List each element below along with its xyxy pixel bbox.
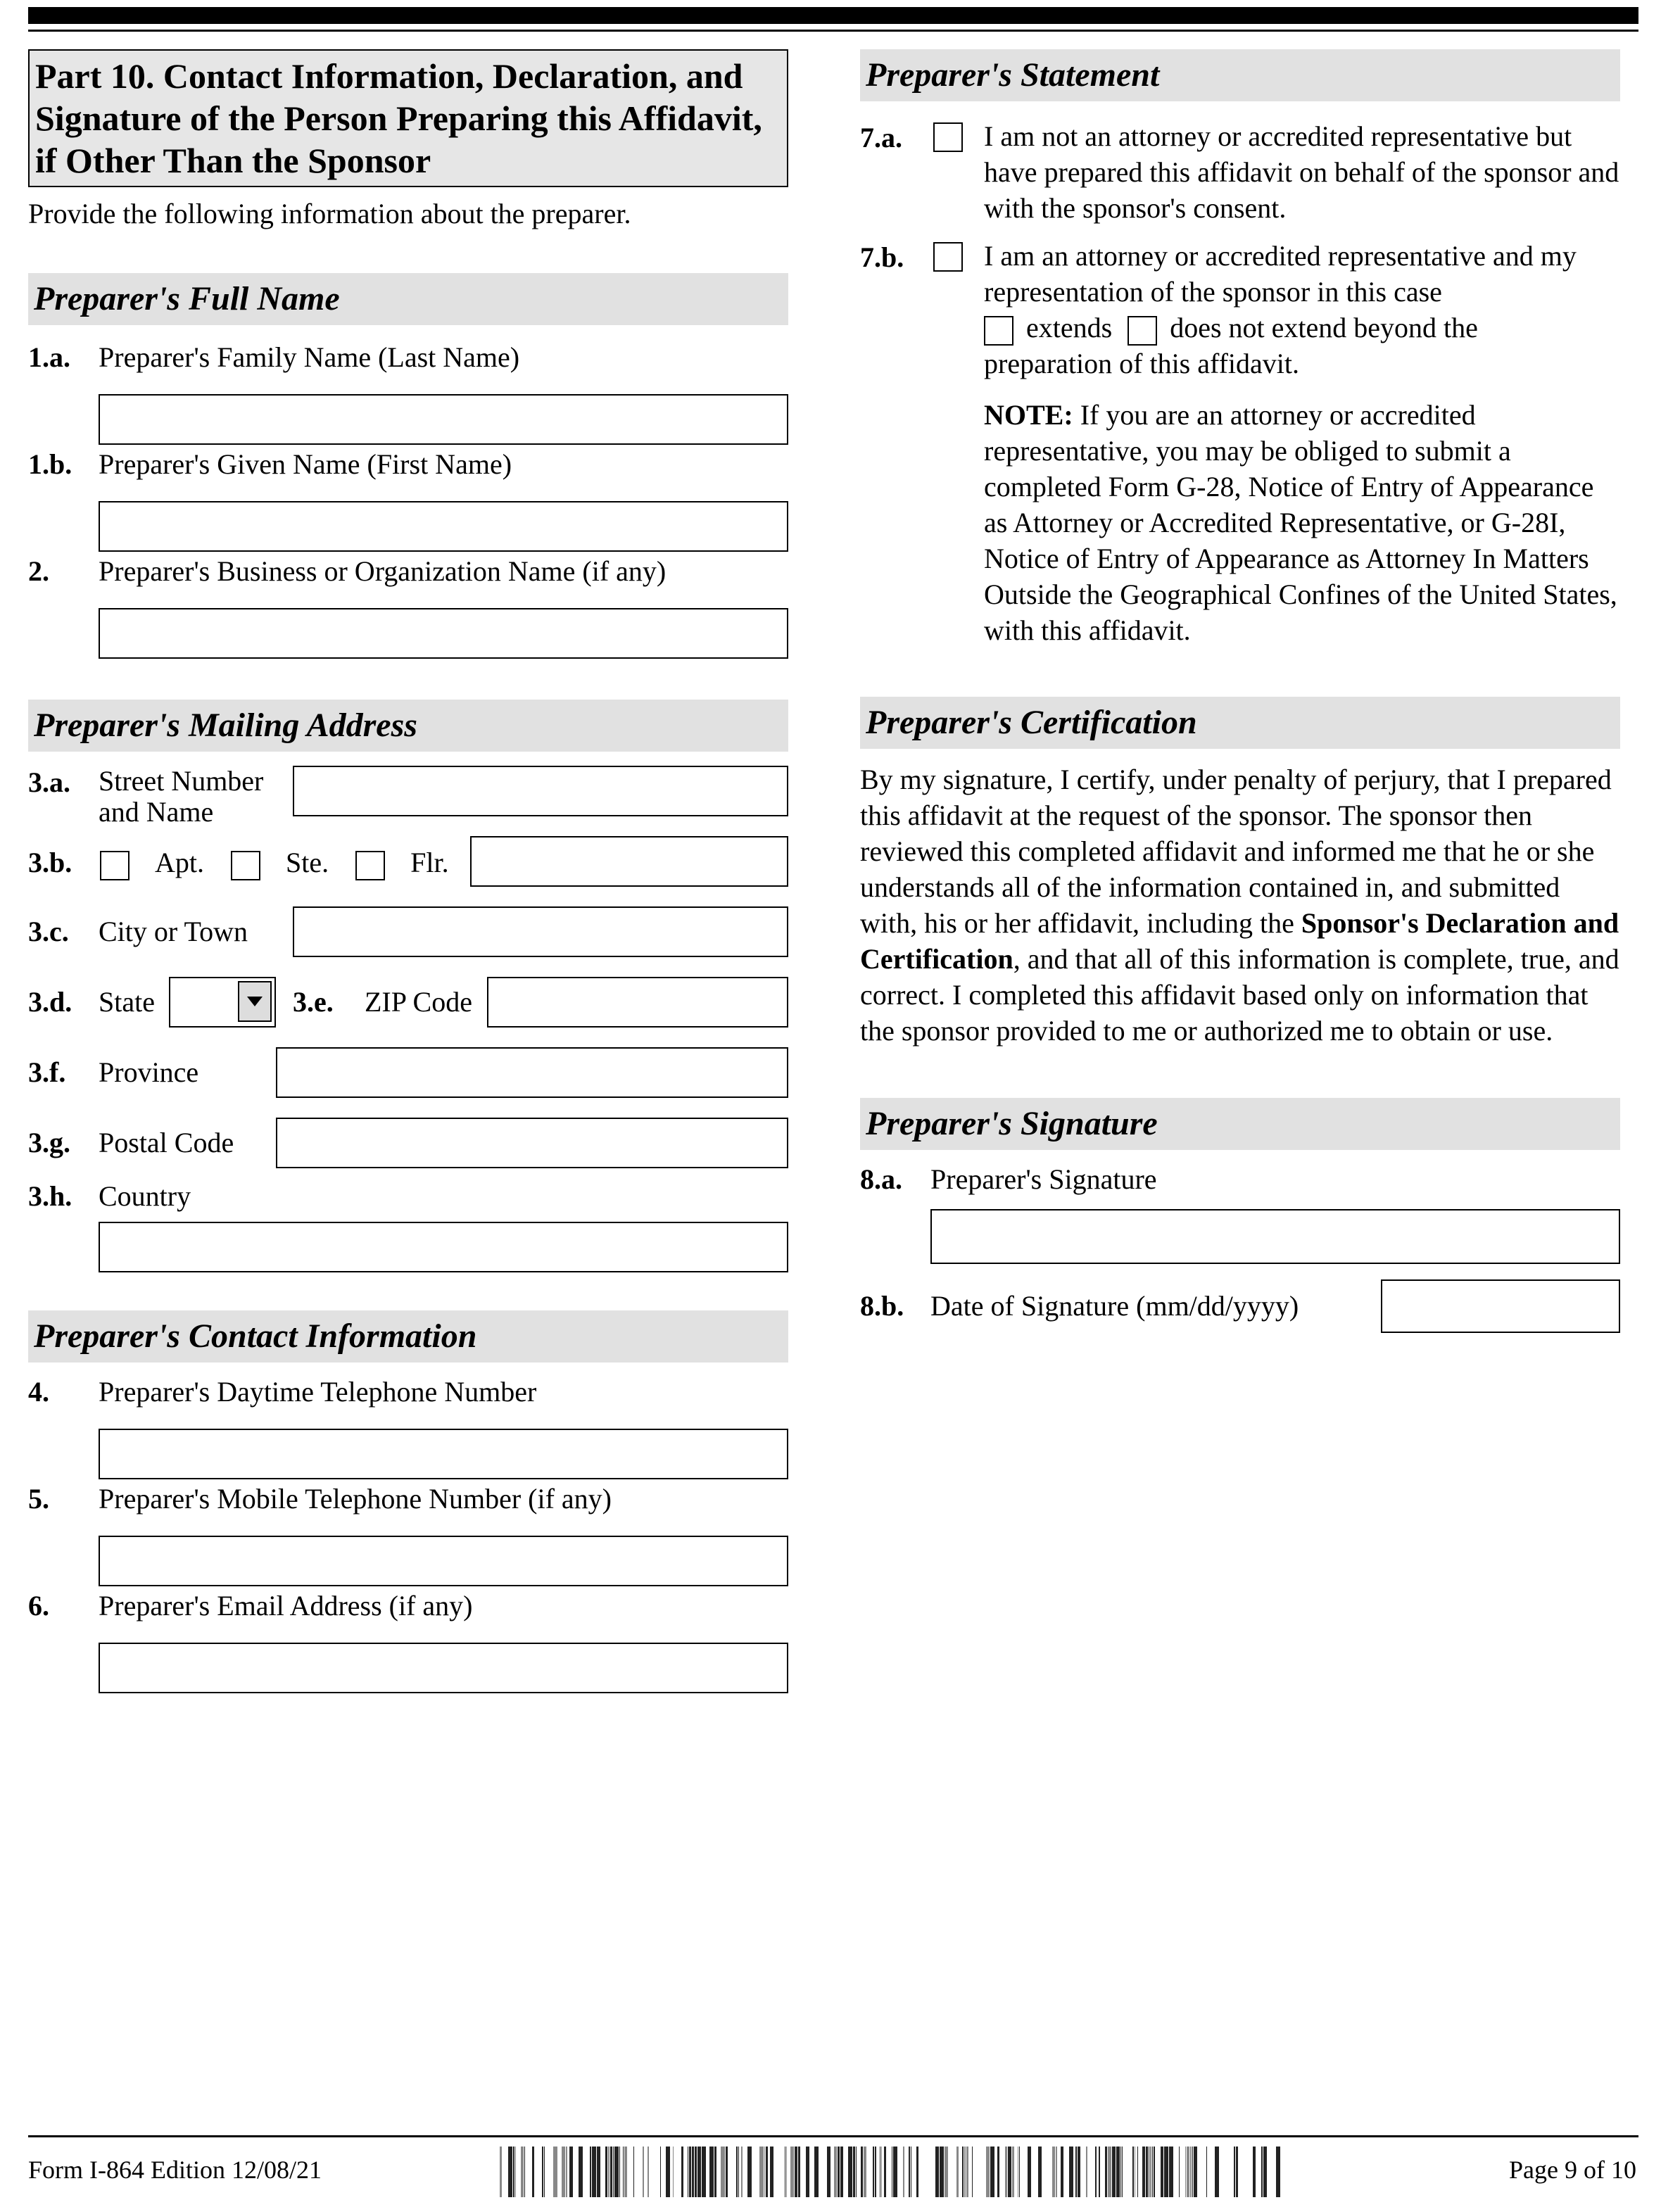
item-number: 7.b. [860,241,904,273]
ste-checkbox[interactable] [231,851,260,880]
extends-label: extends [1026,312,1113,343]
unit-row [28,836,788,906]
left-column [28,49,788,1696]
footer-rule [28,2135,1638,2137]
province-label: Province [99,1056,199,1088]
family-name-field[interactable] [99,394,788,445]
section-full-name: Preparer's Full Name [28,273,788,325]
street-label: Street Number and Name [99,765,264,828]
item-number: 3.e. [293,986,334,1018]
country-label: Country [99,1180,191,1212]
signature-label: Preparer's Signature [930,1163,1157,1195]
signature-row [860,1163,1620,1209]
daytime-phone-row [28,1375,788,1429]
country-field[interactable] [99,1222,788,1272]
barcode-image [500,2147,1281,2197]
item-number: 3.g. [28,1127,70,1158]
business-name-field[interactable] [99,608,788,659]
zip-label: ZIP Code [365,986,472,1018]
certification-bold: Sponsor's Declaration and Certification [860,907,1619,975]
province-row [28,1047,788,1118]
item-number: 2. [28,555,49,587]
not-extends-label: does not extend beyond the [1170,312,1478,343]
country-row [28,1180,788,1222]
signature-date-label: Date of Signature (mm/dd/yyyy) [930,1290,1299,1322]
city-label: City or Town [99,916,248,947]
part-title: Part 10. Contact Information, Declaration, and Signature of the Person Preparing this Affidavit, if Other Than the Sponsor [28,49,788,187]
item-number: 4. [28,1376,49,1408]
postal-row [28,1118,788,1180]
state-label: State [99,986,155,1018]
section-certification: Preparer's Certification [860,697,1620,749]
street-row [28,766,788,836]
daytime-phone-field[interactable] [99,1429,788,1479]
street-field[interactable] [293,766,788,816]
signature-date-row [860,1279,1620,1336]
item-number: 3.d. [28,986,72,1018]
item-number: 5. [28,1483,49,1515]
statement-7b [860,238,1620,397]
given-name-row [28,448,788,501]
ste-label: Ste. [286,847,329,878]
item-number: 3.a. [28,766,70,798]
certification-text [860,761,1620,1098]
section-mailing-address: Preparer's Mailing Address [28,700,788,752]
section-signature: Preparer's Signature [860,1098,1620,1150]
chevron-down-icon[interactable] [238,981,272,1022]
section-statement: Preparer's Statement [860,49,1620,101]
flr-label: Flr. [410,847,449,878]
daytime-phone-label: Preparer's Daytime Telephone Number [99,1376,537,1408]
certification-text-part1: By my signature, I certify, under penalty of perjury, that I prepared this affidavit at the request of the sponsor. The sponsor then reviewed this completed affidavit and informed me that he or she understands all of the information contained in, and submitted with, his or her affidavit, including the [860,764,1612,939]
statement-7b-tail: preparation of this affidavit. [984,348,1300,379]
item-number: 3.c. [28,916,69,947]
item-number: 1.b. [28,448,72,480]
page-number: Page 9 of 10 [1509,2156,1636,2184]
apt-label: Apt. [155,847,204,878]
top-rule-thick [28,7,1638,24]
postal-field[interactable] [276,1118,788,1168]
email-field[interactable] [99,1643,788,1693]
city-field[interactable] [293,906,788,957]
unit-number-field[interactable] [470,836,788,887]
right-column [860,49,1620,1336]
item-number: 1.a. [28,341,70,373]
mobile-phone-label: Preparer's Mobile Telephone Number (if any) [99,1483,612,1515]
note-block [984,397,1620,697]
attorney-checkbox[interactable] [933,242,963,272]
item-number: 3.b. [28,847,72,878]
family-name-label: Preparer's Family Name (Last Name) [99,341,520,373]
mobile-phone-row [28,1482,788,1536]
email-row [28,1589,788,1643]
note-label: NOTE: [984,399,1073,431]
signature-field[interactable] [930,1209,1620,1264]
item-number: 7.a. [860,122,902,153]
email-label: Preparer's Email Address (if any) [99,1590,473,1621]
note-text: If you are an attorney or accredited representative, you may be obliged to submit a completed Form G-28, Notice of Entry of Appearance as Attorney or Accredited Representative, or G-28I, Notice of Entry of Appearance as Attorney In Matters Outside the Geographical Confines of the United States, with this affidavit. [984,399,1617,646]
item-number: 3.f. [28,1056,66,1088]
statement-7b-text: I am an attorney or accredited representative and my representation of the sponsor in this case [984,240,1577,308]
intro-text: Provide the following information about the preparer. [28,198,631,229]
item-number: 8.b. [860,1290,904,1322]
business-name-row [28,555,788,608]
statement-7a [860,118,1620,238]
not-attorney-checkbox[interactable] [933,122,963,152]
extends-checkbox[interactable] [984,316,1013,346]
statement-7a-text: I am not an attorney or accredited representative but have prepared this affidavit on behalf of the sponsor and with the sponsor's consent. [984,120,1619,224]
province-field[interactable] [276,1047,788,1098]
given-name-field[interactable] [99,501,788,552]
postal-label: Postal Code [99,1127,234,1158]
item-number: 8.a. [860,1163,902,1195]
flr-checkbox[interactable] [355,851,385,880]
given-name-label: Preparer's Given Name (First Name) [99,448,512,480]
city-row [28,906,788,977]
mobile-phone-field[interactable] [99,1536,788,1586]
state-select[interactable] [169,977,276,1028]
certification-text-part2: , and that all of this information is complete, true, and correct. I completed this affidavit based only on information that the sponsor provided to me or authorized me to obtain or use. [860,943,1619,1047]
item-number: 3.h. [28,1180,72,1212]
not-extends-checkbox[interactable] [1128,316,1157,346]
business-name-label: Preparer's Business or Organization Name (if any) [99,555,667,587]
zip-field[interactable] [487,977,788,1028]
section-contact-info: Preparer's Contact Information [28,1310,788,1363]
state-zip-row [28,977,788,1047]
apt-checkbox[interactable] [100,851,130,880]
family-name-row [28,341,788,394]
signature-date-field[interactable] [1381,1279,1620,1333]
form-edition: Form I-864 Edition 12/08/21 [28,2156,322,2184]
top-rule-thin [28,30,1638,32]
item-number: 6. [28,1590,49,1621]
